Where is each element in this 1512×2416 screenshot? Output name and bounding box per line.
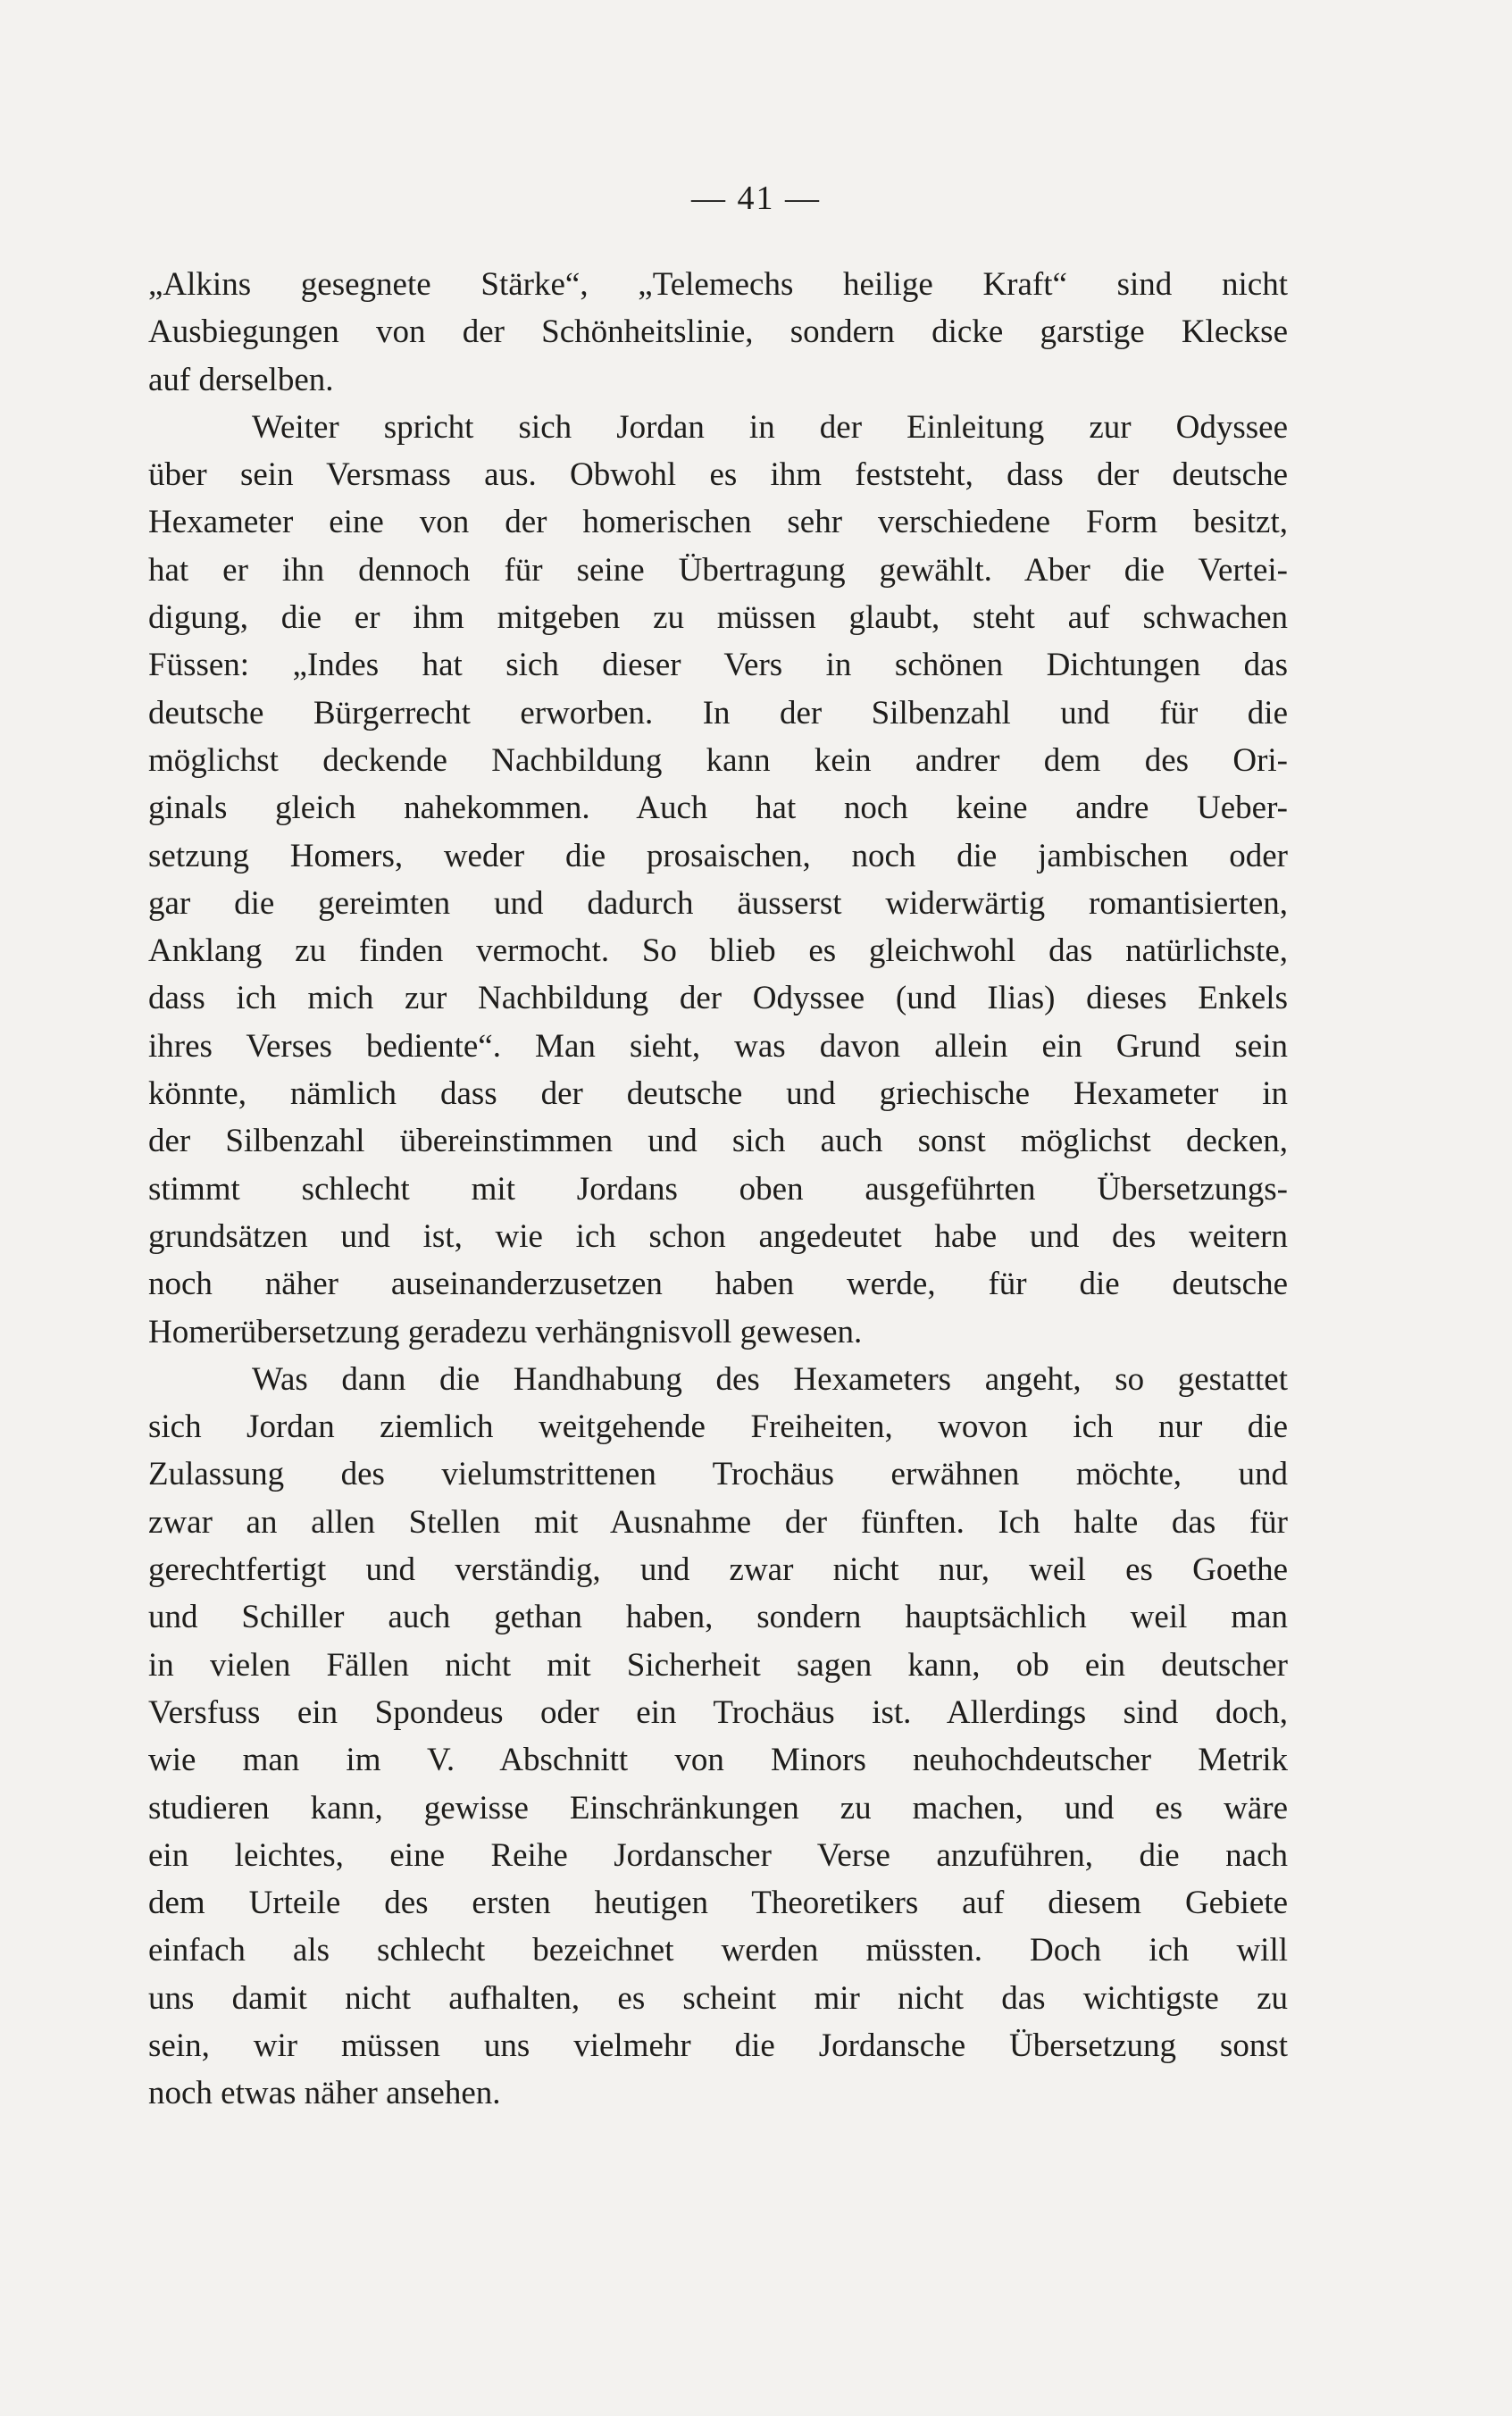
text-line: Hexameter eine von der homerischen sehr verschiedene Form besitzt, [148, 504, 1288, 541]
text-line: Was dann die Handhabung des Hexameters angeht, so gestattet [252, 1360, 1288, 1398]
text-line: grundsätzen und ist, wie ich schon angedeutet habe und des weitern [148, 1217, 1288, 1255]
text-line: „Alkins gesegnete Stärke“, „Telemechs heilige Kraft“ sind nicht [148, 266, 1288, 303]
text-line: Anklang zu finden vermocht. So blieb es gleichwohl das natürlichste, [148, 932, 1288, 970]
text-line: gerechtfertigt und verständig, und zwar nicht nur, weil es Goethe [148, 1551, 1288, 1589]
text-line: könnte, nämlich dass der deutsche und griechische Hexameter in [148, 1075, 1288, 1113]
text-line: sich Jordan ziemlich weitgehende Freiheiten, wovon ich nur die [148, 1409, 1288, 1446]
text-line: ein leichtes, eine Reihe Jordanscher Verse anzuführen, die nach [148, 1836, 1288, 1874]
text-line: uns damit nicht aufhalten, es scheint mir nicht das wichtigste zu [148, 1979, 1288, 2017]
text-line: auf derselben. [148, 361, 334, 398]
text-line: digung, die er ihm mitgeben zu müssen glaubt, steht auf schwachen [148, 599, 1288, 637]
text-line: gar die gereimten und dadurch äusserst widerwärtig romantisierten, [148, 884, 1288, 922]
text-line: Weiter spricht sich Jordan in der Einleitung zur Odyssee [252, 408, 1288, 446]
text-line: noch etwas näher ansehen. [148, 2075, 501, 2112]
text-line: stimmt schlecht mit Jordans oben ausgeführten Übersetzungs- [148, 1170, 1288, 1208]
text-line: noch näher auseinanderzusetzen haben werde, für die deutsche [148, 1266, 1288, 1303]
text-line: Versfuss ein Spondeus oder ein Trochäus ist. Allerdings sind doch, [148, 1693, 1288, 1731]
text-line: dass ich mich zur Nachbildung der Odyssee (und Ilias) dieses Enkels [148, 980, 1288, 1017]
text-line: Zulassung des vielumstrittenen Trochäus erwähnen möchte, und [148, 1456, 1288, 1493]
text-line: deutsche Bürgerrecht erworben. In der Silbenzahl und für die [148, 694, 1288, 731]
page-number: — 41 — [691, 180, 821, 217]
text-line: zwar an allen Stellen mit Ausnahme der fünften. Ich halte das für [148, 1503, 1288, 1541]
text-line: möglichst deckende Nachbildung kann kein andrer dem des Ori- [148, 741, 1288, 779]
text-line: studieren kann, gewisse Einschränkungen zu machen, und es wäre [148, 1789, 1288, 1827]
text-line: wie man im V. Abschnitt von Minors neuhochdeutscher Metrik [148, 1742, 1288, 1779]
text-line: ginals gleich nahekommen. Auch hat noch keine andre Ueber- [148, 790, 1288, 827]
text-line: in vielen Fällen nicht mit Sicherheit sagen kann, ob ein deutscher [148, 1646, 1288, 1684]
text-line: und Schiller auch gethan haben, sondern hauptsächlich weil man [148, 1599, 1288, 1636]
text-line: Homerübersetzung geradezu verhängnisvoll gewesen. [148, 1313, 863, 1350]
text-line: ihres Verses bediente“. Man sieht, was davon allein ein Grund sein [148, 1027, 1288, 1065]
body-text [148, 261, 1288, 2118]
text-line: über sein Versmass aus. Obwohl es ihm feststeht, dass der deutsche [148, 456, 1288, 494]
text-line: der Silbenzahl übereinstimmen und sich auch sonst möglichst decken, [148, 1123, 1288, 1160]
text-line: setzung Homers, weder die prosaischen, noch die jambischen oder [148, 837, 1288, 874]
text-line: einfach als schlecht bezeichnet werden müssten. Doch ich will [148, 1932, 1288, 1969]
text-line: Ausbiegungen von der Schönheitslinie, sondern dicke garstige Kleckse [148, 313, 1288, 351]
text-line: Füssen: „Indes hat sich dieser Vers in schönen Dichtungen das [148, 647, 1288, 684]
text-line: hat er ihn dennoch für seine Übertragung gewählt. Aber die Vertei- [148, 551, 1288, 589]
text-line: sein, wir müssen uns vielmehr die Jordansche Übersetzung sonst [148, 2027, 1288, 2064]
text-line: dem Urteile des ersten heutigen Theoretikers auf diesem Gebiete [148, 1885, 1288, 1922]
